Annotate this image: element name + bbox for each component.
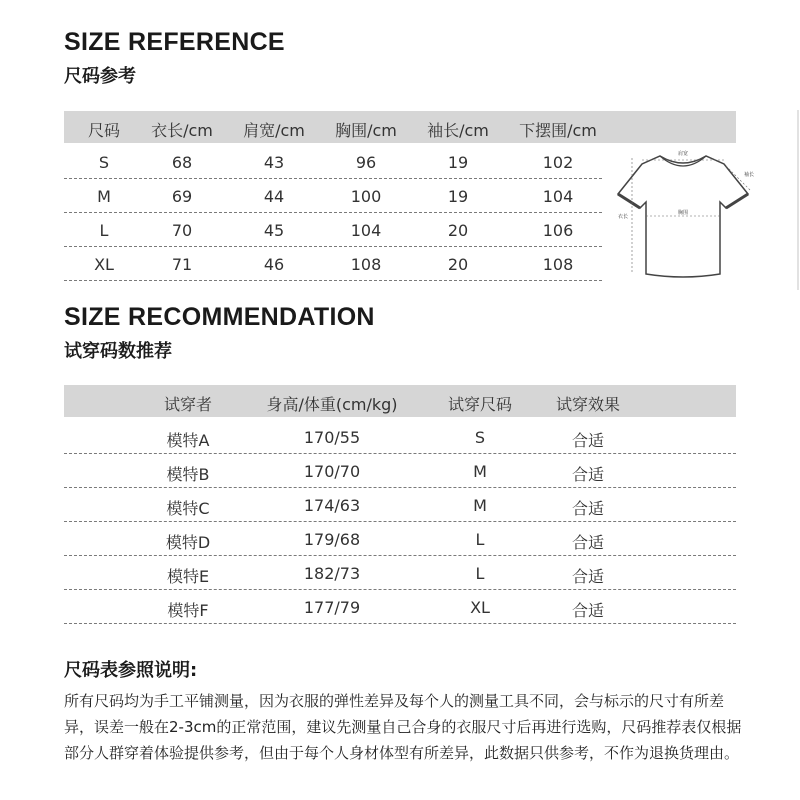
header-hem: 下摆围/cm <box>519 121 597 140</box>
size-recommendation-title: SIZE RECOMMENDATION <box>64 303 375 331</box>
cell-hem: 108 <box>542 255 574 274</box>
label-chest: 胸围 <box>677 210 689 216</box>
header-fit-result: 试穿效果 <box>555 395 621 414</box>
table-row <box>64 144 602 179</box>
table-row <box>64 419 736 454</box>
cell-length: 69 <box>171 187 193 206</box>
table-row <box>64 589 736 624</box>
cell-height-weight: 179/68 <box>303 530 361 549</box>
cell-chest: 96 <box>355 153 377 172</box>
cell-fit-result: 合适 <box>571 465 605 484</box>
cell-shoulder: 45 <box>263 221 285 240</box>
notes-title: 尺码表参照说明: <box>64 660 198 681</box>
sleeve-cuff-right <box>726 194 748 208</box>
header-size: 尺码 <box>87 121 121 140</box>
header-shoulder: 肩宽/cm <box>243 121 305 140</box>
cell-size: XL <box>94 255 114 274</box>
cell-tried-size: XL <box>470 598 490 617</box>
size-table-header <box>64 111 736 143</box>
cell-sleeve: 19 <box>447 153 469 172</box>
cell-shoulder: 43 <box>263 153 285 172</box>
cell-sleeve: 20 <box>447 255 469 274</box>
tshirt-outline <box>618 156 748 277</box>
cell-fit-result: 合适 <box>571 533 605 552</box>
notes-body: 所有尺码均为手工平铺测量，因为衣服的弹性差异及每个人的测量工具不同，会与标示的尺寸有所差异，误差一般在2-3cm的正常范围，建议先测量自己合身的衣服尺寸后再进行选购，尺码推荐表仅根据部分人群穿着体验提供参考，但由于每个人身材体型有所差异，此数据只供参考，不作为退换货理由。 <box>64 692 742 762</box>
table-row <box>64 521 736 556</box>
cell-hem: 106 <box>542 221 574 240</box>
cell-fit-result: 合适 <box>571 499 605 518</box>
header-sleeve: 袖长/cm <box>427 121 489 140</box>
header-tried-size: 试穿尺码 <box>447 395 513 414</box>
label-length: 衣长 <box>617 214 628 220</box>
cell-tried-size: S <box>474 428 486 447</box>
right-edge-divider <box>797 110 799 290</box>
cell-tester: 模特E <box>166 567 210 586</box>
table-row <box>64 555 736 590</box>
label-shoulder: 肩宽 <box>677 151 689 157</box>
table-row <box>64 246 602 281</box>
header-height-weight: 身高/体重(cm/kg) <box>266 395 398 414</box>
cell-length: 68 <box>171 153 193 172</box>
cell-tried-size: M <box>473 462 487 481</box>
table-row <box>64 453 736 488</box>
size-recommendation-subtitle: 试穿码数推荐 <box>64 341 172 362</box>
header-chest: 胸围/cm <box>335 121 397 140</box>
header-tester: 试穿者 <box>163 395 213 414</box>
cell-chest: 108 <box>350 255 382 274</box>
cell-fit-result: 合适 <box>571 567 605 586</box>
recommendation-table-header <box>64 385 736 417</box>
size-reference-subtitle: 尺码参考 <box>64 66 136 87</box>
cell-sleeve: 20 <box>447 221 469 240</box>
cell-hem: 104 <box>542 187 574 206</box>
cell-fit-result: 合适 <box>571 601 605 620</box>
cell-tester: 模特F <box>167 601 209 620</box>
cell-shoulder: 46 <box>263 255 285 274</box>
cell-shoulder: 44 <box>263 187 285 206</box>
cell-tester: 模特A <box>166 431 210 450</box>
cell-tried-size: M <box>473 496 487 515</box>
cell-height-weight: 177/79 <box>303 598 361 617</box>
header-length: 衣长/cm <box>151 121 213 140</box>
cell-length: 71 <box>171 255 193 274</box>
cell-height-weight: 182/73 <box>303 564 361 583</box>
cell-height-weight: 174/63 <box>303 496 361 515</box>
cell-tester: 模特D <box>165 533 211 552</box>
table-row <box>64 178 602 213</box>
cell-length: 70 <box>171 221 193 240</box>
table-row <box>64 212 602 247</box>
cell-tried-size: L <box>475 530 485 549</box>
cell-tried-size: L <box>475 564 485 583</box>
label-sleeve: 袖长 <box>744 172 755 178</box>
cell-chest: 100 <box>350 187 382 206</box>
sleeve-measure-line <box>726 166 750 190</box>
cell-height-weight: 170/70 <box>303 462 361 481</box>
table-row <box>64 487 736 522</box>
cell-tester: 模特B <box>166 465 210 484</box>
cell-size: L <box>99 221 109 240</box>
cell-size: S <box>98 153 110 172</box>
sleeve-cuff-left <box>618 194 640 208</box>
cell-size: M <box>97 187 111 206</box>
cell-chest: 104 <box>350 221 382 240</box>
size-reference-title: SIZE REFERENCE <box>64 28 285 56</box>
tshirt-collar <box>660 156 706 166</box>
cell-hem: 102 <box>542 153 574 172</box>
cell-height-weight: 170/55 <box>303 428 361 447</box>
tshirt-diagram <box>608 146 758 286</box>
cell-sleeve: 19 <box>447 187 469 206</box>
cell-tester: 模特C <box>166 499 210 518</box>
cell-fit-result: 合适 <box>571 431 605 450</box>
